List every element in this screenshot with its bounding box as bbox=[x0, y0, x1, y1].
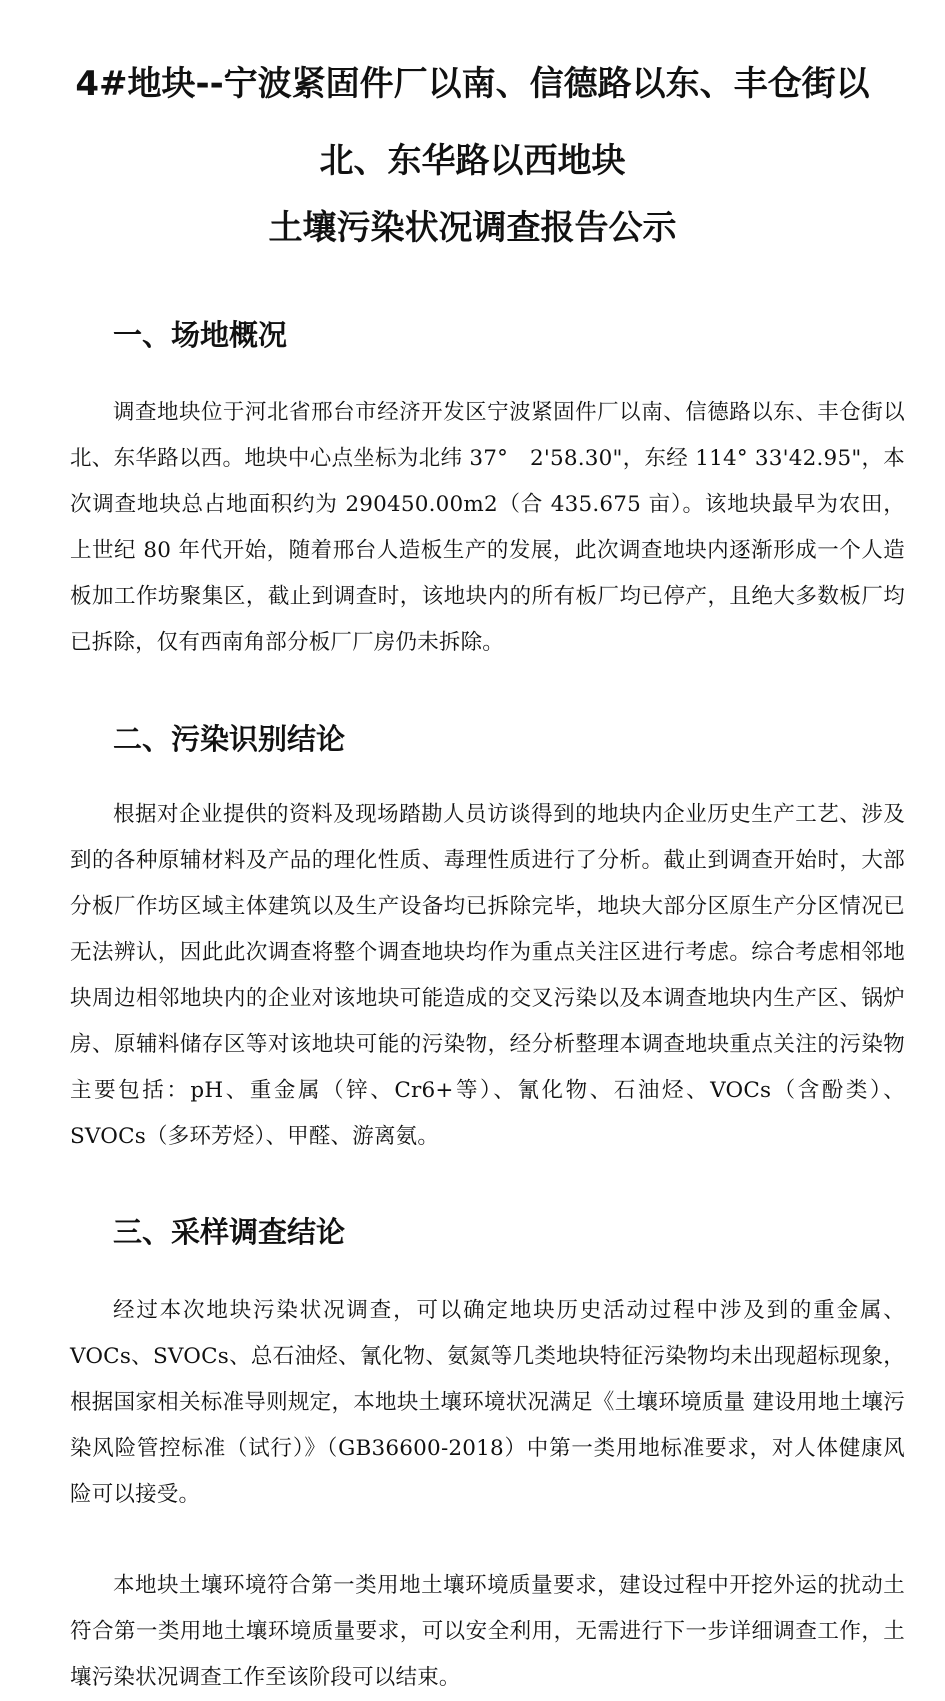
sampling-conclusion-paragraph-2: 本地块土壤环境符合第一类用地土壤环境质量要求，建设过程中开挖外运的扰动土符合第一类用地土壤环境质量要求，可以安全利用，无需进行下一步详细调查工作，土壤污染状况调查工作至该阶段可以结束。 bbox=[70, 1573, 905, 1690]
sampling-conclusion-paragraph-1: 经过本次地块污染状况调查，可以确定地块历史活动过程中涉及到的重金属、VOCs、SVOCs、总石油烃、氰化物、氨氮等几类地块特征污染物均未出现超标现象，根据国家相关标准导则规定，本地块土壤环境状况满足《土壤环境质量 建设用地土壤污染风险管控标准（试行）》（GB36600-2018）中第一类用地标准要求，对人体健康风险可以接受。 bbox=[70, 1298, 905, 1507]
document-title-line-3: 土壤污染状况调查报告公示 bbox=[268, 208, 677, 248]
section-heading-pollution-identification: 二、污染识别结论 bbox=[113, 722, 346, 756]
site-overview-paragraph: 调查地块位于河北省邢台市经济开发区宁波紧固件厂以南、信德路以东、丰仓街以北、东华路以西。地块中心点坐标为北纬 37° 2'58.30"，东经 114° 33'42.95"，本次调查地块总占地面积约为 290450.00m2（合 435.675 亩）。该地块最早为农田，上世纪 80 年代开始，随着邢台人造板生产的发展，此次调查地块内逐渐形成一个人造板加工作坊聚集区，截止到调查时，该地块内的所有板厂均已停产，且绝大多数板厂均已拆除，仅有西南角部分板厂厂房仍未拆除。 bbox=[70, 400, 905, 655]
pollution-identification-paragraph: 根据对企业提供的资料及现场踏勘人员访谈得到的地块内企业历史生产工艺、涉及到的各种原辅材料及产品的理化性质、毒理性质进行了分析。截止到调查开始时，大部分板厂作坊区域主体建筑以及生产设备均已拆除完毕，地块大部分区原生产分区情况已无法辨认，因此此次调查将整个调查地块均作为重点关注区进行考虑。综合考虑相邻地块周边相邻地块内的企业对该地块可能造成的交叉污染以及本调查地块内生产区、锅炉房、原辅料储存区等对该地块可能的污染物，经分析整理本调查地块重点关注的污染物主要包括：pH、重金属（锌、Cr6+等）、氰化物、石油烃、VOCs（含酚类）、SVOCs（多环芳烃）、甲醛、游离氨。 bbox=[70, 802, 905, 1149]
document-title-line-2: 北、东华路以西地块 bbox=[319, 141, 626, 181]
document-title-line-1: 4#地块--宁波紧固件厂以南、信德路以东、丰仓街以 bbox=[75, 64, 870, 104]
section-heading-sampling-conclusion: 三、采样调查结论 bbox=[113, 1215, 346, 1249]
section-heading-site-overview: 一、场地概况 bbox=[113, 318, 288, 352]
